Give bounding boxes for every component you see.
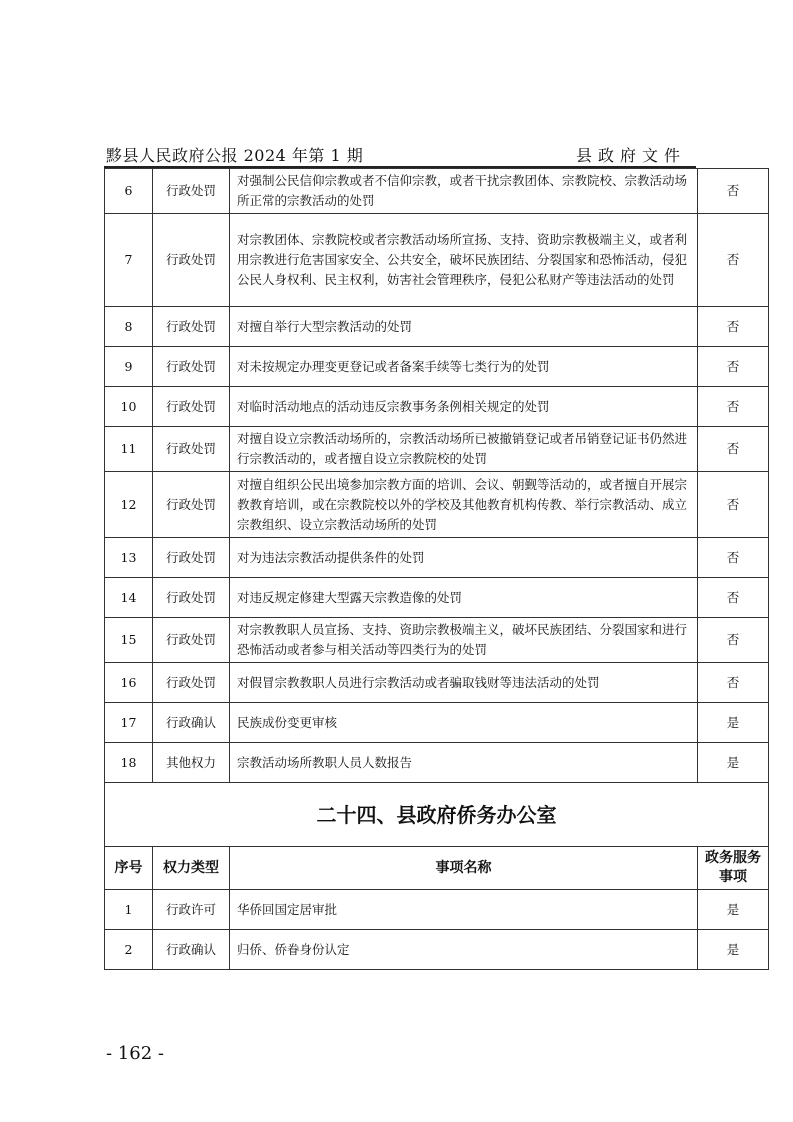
service-flag: 否 [698,618,769,663]
row-number: 6 [105,169,153,214]
row-number: 1 [105,890,153,930]
power-type: 行政许可 [153,890,230,930]
table-row [105,663,769,703]
service-flag: 是 [698,743,769,783]
table-row [105,472,769,538]
column-header-service: 政务服务事项 [698,847,769,890]
table-row [105,214,769,307]
power-type: 行政处罚 [153,214,230,307]
column-header-row [105,847,769,890]
service-flag: 否 [698,307,769,347]
document-category: 县政府文件 [575,146,686,165]
power-type: 行政处罚 [153,663,230,703]
table-row [105,538,769,578]
item-name: 民族成份变更审核 [230,703,698,743]
item-name: 对为违法宗教活动提供条件的处罚 [230,538,698,578]
power-type: 其他权力 [153,743,230,783]
power-type: 行政处罚 [153,427,230,472]
table-row [105,618,769,663]
power-type: 行政处罚 [153,578,230,618]
table-row [105,930,769,970]
service-flag: 否 [698,387,769,427]
item-name: 对擅自举行大型宗教活动的处罚 [230,307,698,347]
item-name: 宗教活动场所教职人员人数报告 [230,743,698,783]
item-name: 对宗教团体、宗教院校或者宗教活动场所宣扬、支持、资助宗教极端主义，或者利用宗教进行危害国家安全、公共安全，破坏民族团结、分裂国家和恐怖活动，侵犯公民人身权利、民主权利，妨害社会管理秩序，侵犯公私财产等违法活动的处罚 [230,214,698,307]
service-flag: 否 [698,427,769,472]
column-header-name: 事项名称 [230,847,698,890]
bulletin-title: 黟县人民政府公报 2024 年第 1 期 [106,146,364,165]
power-type: 行政处罚 [153,387,230,427]
section-title: 二十四、县政府侨务办公室 [105,783,769,847]
page-header [106,143,686,167]
service-flag: 否 [698,538,769,578]
row-number: 14 [105,578,153,618]
item-name: 对临时活动地点的活动违反宗教事务条例相关规定的处罚 [230,387,698,427]
service-flag: 否 [698,578,769,618]
power-list-table [104,168,769,970]
item-name: 华侨回国定居审批 [230,890,698,930]
service-flag: 否 [698,663,769,703]
table-row [105,890,769,930]
row-number: 12 [105,472,153,538]
row-number: 13 [105,538,153,578]
service-flag: 是 [698,703,769,743]
service-flag: 否 [698,214,769,307]
row-number: 9 [105,347,153,387]
table-row [105,427,769,472]
power-type: 行政确认 [153,930,230,970]
service-flag: 是 [698,890,769,930]
power-type: 行政处罚 [153,538,230,578]
column-header-type: 权力类型 [153,847,230,890]
item-name: 对宗教教职人员宣扬、支持、资助宗教极端主义，破坏民族团结、分裂国家和进行恐怖活动或者参与相关活动等四类行为的处罚 [230,618,698,663]
column-header-number: 序号 [105,847,153,890]
table-row [105,347,769,387]
table-row [105,578,769,618]
page-number: - 162 - [106,1043,164,1064]
service-flag: 否 [698,347,769,387]
item-name: 对擅自组织公民出境参加宗教方面的培训、会议、朝觐等活动的，或者擅自开展宗教教育培训，或在宗教院校以外的学校及其他教育机构传教、举行宗教活动、成立宗教组织、设立宗教活动场所的处罚 [230,472,698,538]
power-type: 行政处罚 [153,307,230,347]
power-type: 行政处罚 [153,347,230,387]
row-number: 18 [105,743,153,783]
power-type: 行政处罚 [153,472,230,538]
power-type: 行政处罚 [153,169,230,214]
section-heading-row [105,783,769,847]
row-number: 16 [105,663,153,703]
item-name: 对擅自设立宗教活动场所的，宗教活动场所已被撤销登记或者吊销登记证书仍然进行宗教活动的，或者擅自设立宗教院校的处罚 [230,427,698,472]
table-row [105,743,769,783]
service-flag: 否 [698,472,769,538]
item-name: 对假冒宗教教职人员进行宗教活动或者骗取钱财等违法活动的处罚 [230,663,698,703]
service-flag: 是 [698,930,769,970]
row-number: 7 [105,214,153,307]
table-row [105,387,769,427]
item-name: 对未按规定办理变更登记或者备案手续等七类行为的处罚 [230,347,698,387]
table-row [105,169,769,214]
power-type: 行政确认 [153,703,230,743]
row-number: 8 [105,307,153,347]
table-row [105,307,769,347]
item-name: 归侨、侨眷身份认定 [230,930,698,970]
row-number: 11 [105,427,153,472]
table-row [105,703,769,743]
item-name: 对违反规定修建大型露天宗教造像的处罚 [230,578,698,618]
row-number: 15 [105,618,153,663]
row-number: 17 [105,703,153,743]
row-number: 10 [105,387,153,427]
service-flag: 否 [698,169,769,214]
row-number: 2 [105,930,153,970]
power-type: 行政处罚 [153,618,230,663]
item-name: 对强制公民信仰宗教或者不信仰宗教，或者干扰宗教团体、宗教院校、宗教活动场所正常的宗教活动的处罚 [230,169,698,214]
